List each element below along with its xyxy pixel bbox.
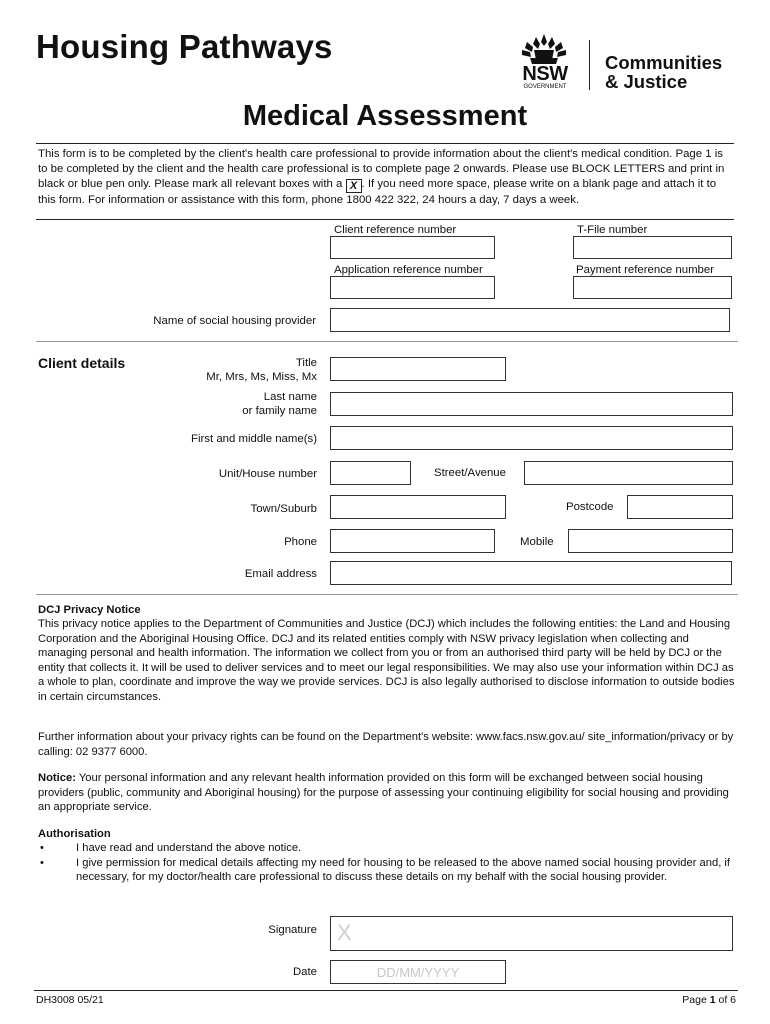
nsw-logo — [512, 32, 578, 92]
application-ref-label: Application reference number — [334, 264, 483, 276]
email-input[interactable] — [330, 561, 732, 585]
unit-input[interactable] — [330, 461, 411, 485]
privacy-notice — [38, 771, 738, 815]
notice-text: Your personal information and any relevant health information provided on this form will be exchanged between social housing providers (public, community and Aboriginal housing) for the purpose of assessing your continuing eligibility for social housing and providing an appropriate service. — [38, 772, 729, 814]
logo-nsw-text: NSW — [522, 63, 568, 85]
last-name-input[interactable] — [330, 392, 733, 416]
town-label: Town/Suburb — [250, 503, 317, 515]
street-label: Street/Avenue — [434, 467, 506, 479]
date-input[interactable] — [330, 960, 506, 984]
privacy-paragraph-2: Further information about your privacy rights can be found on the Department's website: www.facs.nsw.gov.au/ site_information/privacy or by calling: 02 9377 6000. — [38, 731, 734, 758]
page-current: 1 — [709, 994, 716, 1006]
list-item: • I give permission for medical details affecting my need for housing to be released to the above named social housing provider and, if necessary, for my doctor/health care professional to discuss these details on my behalf with the social housing provider. — [38, 856, 738, 885]
payment-ref-label: Payment reference number — [576, 264, 715, 276]
date-label: Date — [292, 966, 317, 978]
notice-label: Notice: — [38, 772, 76, 784]
authorisation-list — [38, 841, 738, 885]
street-input[interactable] — [524, 461, 733, 485]
phone-input[interactable] — [330, 529, 495, 553]
intro-text-part2: . If you need more space, please write on a blank page and attach it to this form. For information or assistance with this form, phone 1800 422 322, 24 hours a day, 7 days a week. — [38, 178, 717, 206]
logo-government-text: GOVERNMENT — [523, 84, 567, 90]
form-code: DH3008 05/21 — [36, 994, 104, 1006]
first-names-input[interactable] — [330, 426, 733, 450]
list-item: • I have read and understand the above notice. — [38, 841, 738, 856]
authorisation-heading: Authorisation — [38, 828, 111, 840]
tfile-label: T-File number — [577, 224, 648, 236]
logo-department-line2: & Justice — [605, 71, 688, 92]
postcode-label: Postcode — [566, 501, 614, 513]
page-prefix: Page — [682, 994, 710, 1006]
logo-divider — [589, 40, 590, 90]
mobile-label: Mobile — [520, 536, 554, 548]
page-indicator — [682, 994, 736, 1006]
signature-placeholder-icon: X — [337, 920, 352, 945]
intro-text — [38, 147, 734, 208]
form-title: Medical Assessment — [242, 100, 528, 132]
email-label: Email address — [244, 568, 317, 580]
intro-text-part1: This form is to be completed by the client's health care professional to provide information about the client's medical condition. Page 1 is to be completed by the client and the health care professional is to complete page 2 onwards. Please use BLOCK LETTERS and print in black or blue pen only. Please mark all relevant boxes with a — [38, 148, 725, 190]
title-rule — [36, 143, 734, 144]
mobile-input[interactable] — [568, 529, 733, 553]
footer-rule — [34, 990, 738, 991]
logo-department-line1: Communities — [605, 52, 723, 73]
cross-mark-icon: X — [346, 179, 362, 193]
page-suffix: of 6 — [715, 994, 736, 1006]
waratah-icon — [516, 32, 572, 66]
signature-input[interactable] — [330, 916, 733, 951]
application-ref-input[interactable] — [330, 276, 495, 299]
payment-ref-input[interactable] — [573, 276, 732, 299]
privacy-heading: DCJ Privacy Notice — [38, 604, 141, 616]
privacy-rule — [36, 594, 738, 595]
postcode-input[interactable] — [627, 495, 733, 519]
first-names-label: First and middle name(s) — [191, 433, 317, 445]
signature-label: Signature — [268, 924, 317, 936]
client-ref-input[interactable] — [330, 236, 495, 259]
date-placeholder: DD/MM/YYYY — [376, 965, 460, 980]
provider-label: Name of social housing provider — [153, 315, 316, 327]
brand-title: Housing Pathways — [36, 28, 333, 65]
client-section-rule — [36, 341, 738, 342]
last-name-sub: or family name — [242, 405, 317, 417]
title-label: Title — [295, 357, 317, 369]
phone-label: Phone — [284, 536, 317, 548]
title-input[interactable] — [330, 357, 506, 381]
last-name-label: Last name — [263, 391, 317, 403]
tfile-input[interactable] — [573, 236, 732, 259]
unit-label: Unit/House number — [218, 468, 317, 480]
town-input[interactable] — [330, 495, 506, 519]
client-ref-label: Client reference number — [334, 224, 457, 236]
client-details-heading: Client details — [38, 355, 126, 371]
provider-input[interactable] — [330, 308, 730, 332]
privacy-paragraph-1: This privacy notice applies to the Department of Communities and Justice (DCJ) which includes the following entities: the Land and Housing Corporation and the Aboriginal Housing Office. DCJ and its related entities comply with NSW privacy legislation when collecting and managing personal and health information. The information we collect from you or from an authorised third party will be held by DCJ or the entity that collects it. It will be used to deliver services and to meet our legal responsibilities. We may also use your information within DCJ as a whole to plan, coordinate and improve the way we provide services. DCJ is also legally authorised to disclose information to outside bodies in certain circumstances. — [38, 618, 735, 703]
title-options: Mr, Mrs, Ms, Miss, Mx — [206, 371, 317, 383]
intro-rule — [36, 219, 734, 220]
